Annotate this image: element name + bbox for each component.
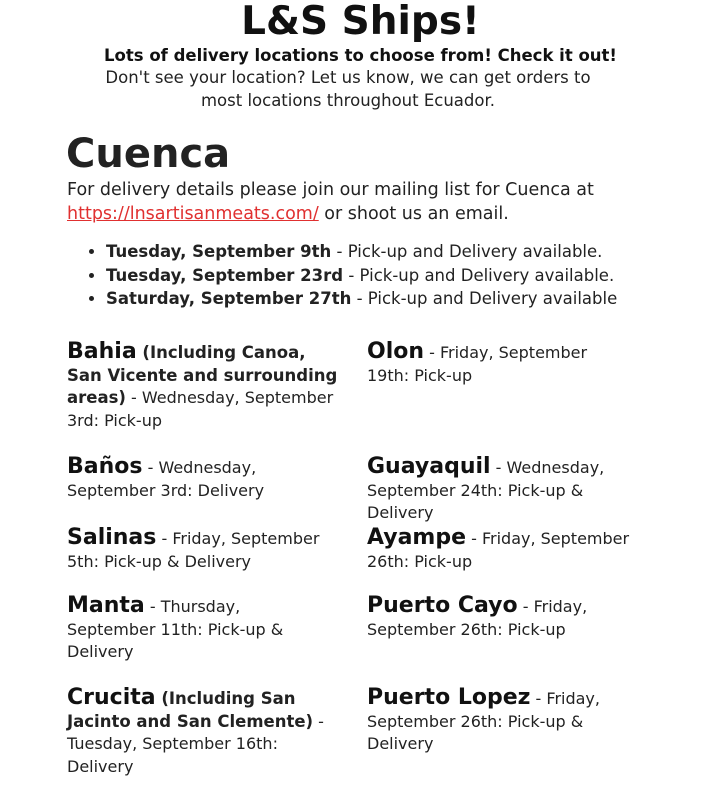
cuenca-heading: Cuenca [66, 131, 231, 177]
cuenca-intro [67, 179, 607, 226]
mailing-list-link[interactable]: https://lnsartisanmeats.com/ [67, 203, 319, 224]
location-detail: - Wednesday, September 3rd: Delivery [67, 458, 265, 500]
location-salinas [67, 527, 342, 573]
location-puerto-cayo [367, 595, 607, 641]
location-name: Guayaquil [367, 454, 491, 479]
subtitle: Lots of delivery locations to choose from! Check it out! [104, 46, 617, 65]
date-detail: - Pick-up and Delivery available. [343, 265, 615, 285]
location-note: (Including San Jacinto and San Clemente) [67, 689, 314, 731]
location-bahia [67, 341, 342, 432]
location-detail: - Friday, September 26th: Pick-up [367, 597, 588, 639]
location-ayampe [367, 527, 642, 573]
list-item [106, 240, 666, 264]
date-day: Saturday, September 27th [106, 289, 352, 308]
date-detail: - Pick-up and Delivery available. [331, 242, 603, 261]
location-name: Puerto Lopez [367, 685, 531, 710]
location-name: Baños [67, 454, 143, 479]
page-title: L&S Ships! [241, 0, 480, 44]
date-day: Tuesday, September 9th [106, 242, 332, 261]
location-olon [367, 341, 607, 387]
location-name: Salinas [67, 525, 157, 550]
location-banos [67, 456, 317, 502]
date-detail: - Pick-up and Delivery available [351, 289, 618, 308]
location-detail: - Wednesday, September 24th: Pick-up & Delivery [367, 458, 605, 522]
location-name: Bahia [67, 339, 137, 364]
location-name: Puerto Cayo [367, 593, 518, 618]
intro-text-after: or shoot us an email. [318, 203, 509, 224]
cuenca-dates-list [89, 240, 666, 311]
location-detail: - Friday, September 26th: Pick-up [367, 529, 630, 571]
location-crucita [67, 687, 342, 778]
intro-text-before: For delivery details please join our mailing list for Cuenca at [67, 180, 594, 200]
location-note: Don't see your location? Let us know, we can get orders to most locations throughout Ecuador. [105, 68, 591, 110]
location-detail: - Tuesday, September 16th: Delivery [67, 711, 324, 776]
location-name: Ayampe [367, 525, 467, 550]
list-item [106, 287, 666, 311]
location-detail: - Friday, September 5th: Pick-up & Delivery [67, 529, 320, 571]
location-detail: - Friday, September 26th: Pick-up & Delivery [367, 689, 600, 753]
location-detail: - Thursday, September 11th: Pick-up & Delivery [67, 597, 284, 661]
list-item [106, 264, 666, 288]
location-name: Olon [367, 339, 425, 364]
location-name: Crucita [67, 685, 156, 710]
location-guayaquil [367, 456, 627, 525]
location-name: Manta [67, 593, 145, 618]
location-manta [67, 595, 307, 664]
date-day: Tuesday, September 23rd [106, 265, 344, 285]
location-detail: - Friday, September 19th: Pick-up [367, 343, 588, 385]
location-note: (Including Canoa, San Vicente and surrounding areas) [67, 343, 338, 407]
location-puerto-lopez [367, 687, 607, 756]
location-detail: - Wednesday, September 3rd: Pick-up [67, 388, 334, 430]
